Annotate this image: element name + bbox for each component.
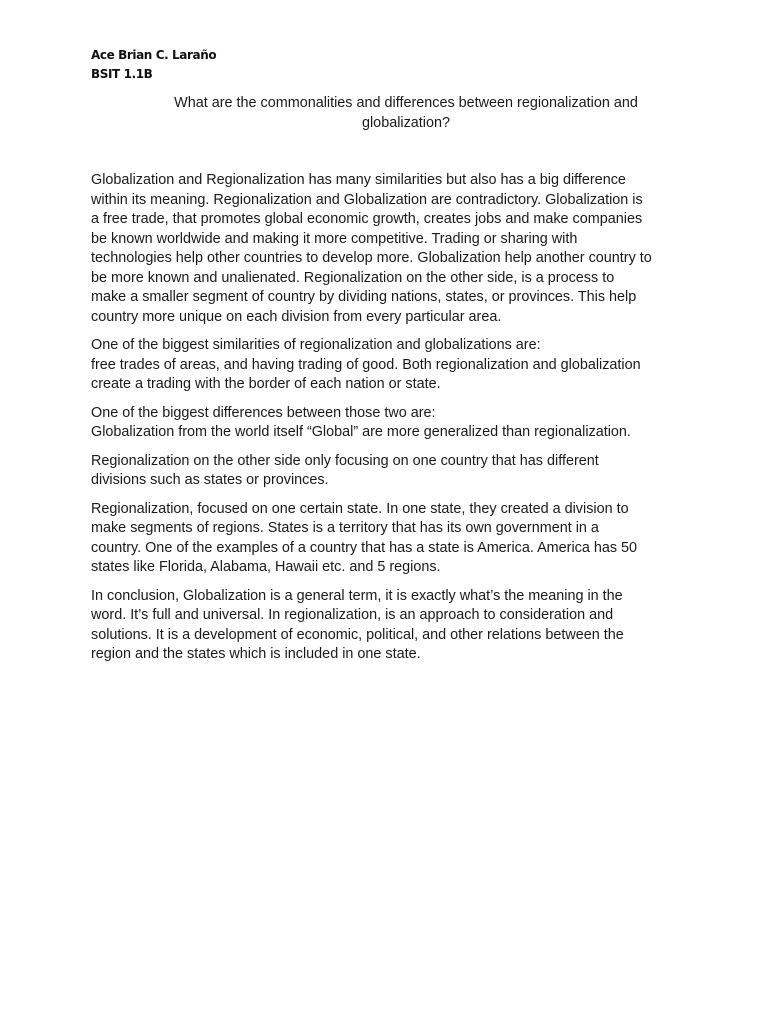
paragraph-state-example — [91, 500, 691, 578]
text-line: country. One of the examples of a country that has a state is America. America has 50 — [91, 539, 638, 556]
question-line: What are the commonalities and differences between regionalization and — [174, 95, 638, 111]
text-line: a free trade, that promotes global economic growth, creates jobs and make companies — [91, 211, 643, 227]
text-line: be more known and unalienated. Regionalization on the other side, is a process to — [91, 269, 615, 286]
text-line: country more unique on each division from every particular area. — [91, 308, 502, 325]
text-line: Globalization from the world itself “Global” are more generalized than regionalization. — [91, 424, 631, 440]
text-line: create a trading with the border of each nation or state. — [91, 376, 441, 392]
question-heading — [150, 94, 662, 133]
paragraph-differences — [91, 404, 691, 443]
author-name: Ace Brian C. Laraño — [91, 48, 217, 62]
text-line: Regionalization, focused on one certain state. In one state, they created a division to — [91, 500, 629, 517]
text-line: Globalization and Regionalization has many similarities but also has a big difference — [91, 172, 626, 188]
text-line: divisions such as states or provinces. — [91, 472, 329, 488]
text-line: In conclusion, Globalization is a general term, it is exactly what’s the meaning in the — [91, 587, 623, 604]
text-line: states like Florida, Alabama, Hawaii etc. and 5 regions. — [91, 559, 441, 575]
paragraph-regionalization — [91, 452, 691, 491]
text-line: Regionalization on the other side only focusing on one country that has different — [91, 452, 599, 469]
text-line: word. It’s full and universal. In regionalization, is an approach to consideration and — [91, 607, 614, 623]
question-line: globalization? — [361, 114, 450, 131]
text-line: make segments of regions. States is a territory that has its own government in a — [91, 520, 599, 536]
text-line: be known worldwide and making it more competitive. Trading or sharing with — [91, 230, 578, 247]
text-line: make a smaller segment of country by dividing nations, states, or provinces. This help — [91, 289, 637, 305]
text-line: technologies help other countries to develop more. Globalization help another country to — [91, 250, 652, 266]
text-line: region and the states which is included in one state. — [91, 646, 421, 662]
paragraph-conclusion — [91, 587, 691, 665]
text-line: One of the biggest similarities of regionalization and globalizations are: — [91, 337, 541, 353]
text-line: within its meaning. Regionalization and Globalization are contradictory. Globalization is — [91, 191, 643, 208]
author-section: BSIT 1.1B — [91, 67, 153, 81]
essay-body — [91, 171, 691, 674]
paragraph-intro — [91, 171, 691, 327]
text-line: solutions. It is a development of economic, political, and other relations between the — [91, 626, 624, 643]
author-block — [91, 46, 216, 84]
paragraph-similarities — [91, 336, 691, 395]
text-line: One of the biggest differences between those two are: — [91, 404, 436, 421]
text-line: free trades of areas, and having trading of good. Both regionalization and globalization — [91, 356, 641, 373]
